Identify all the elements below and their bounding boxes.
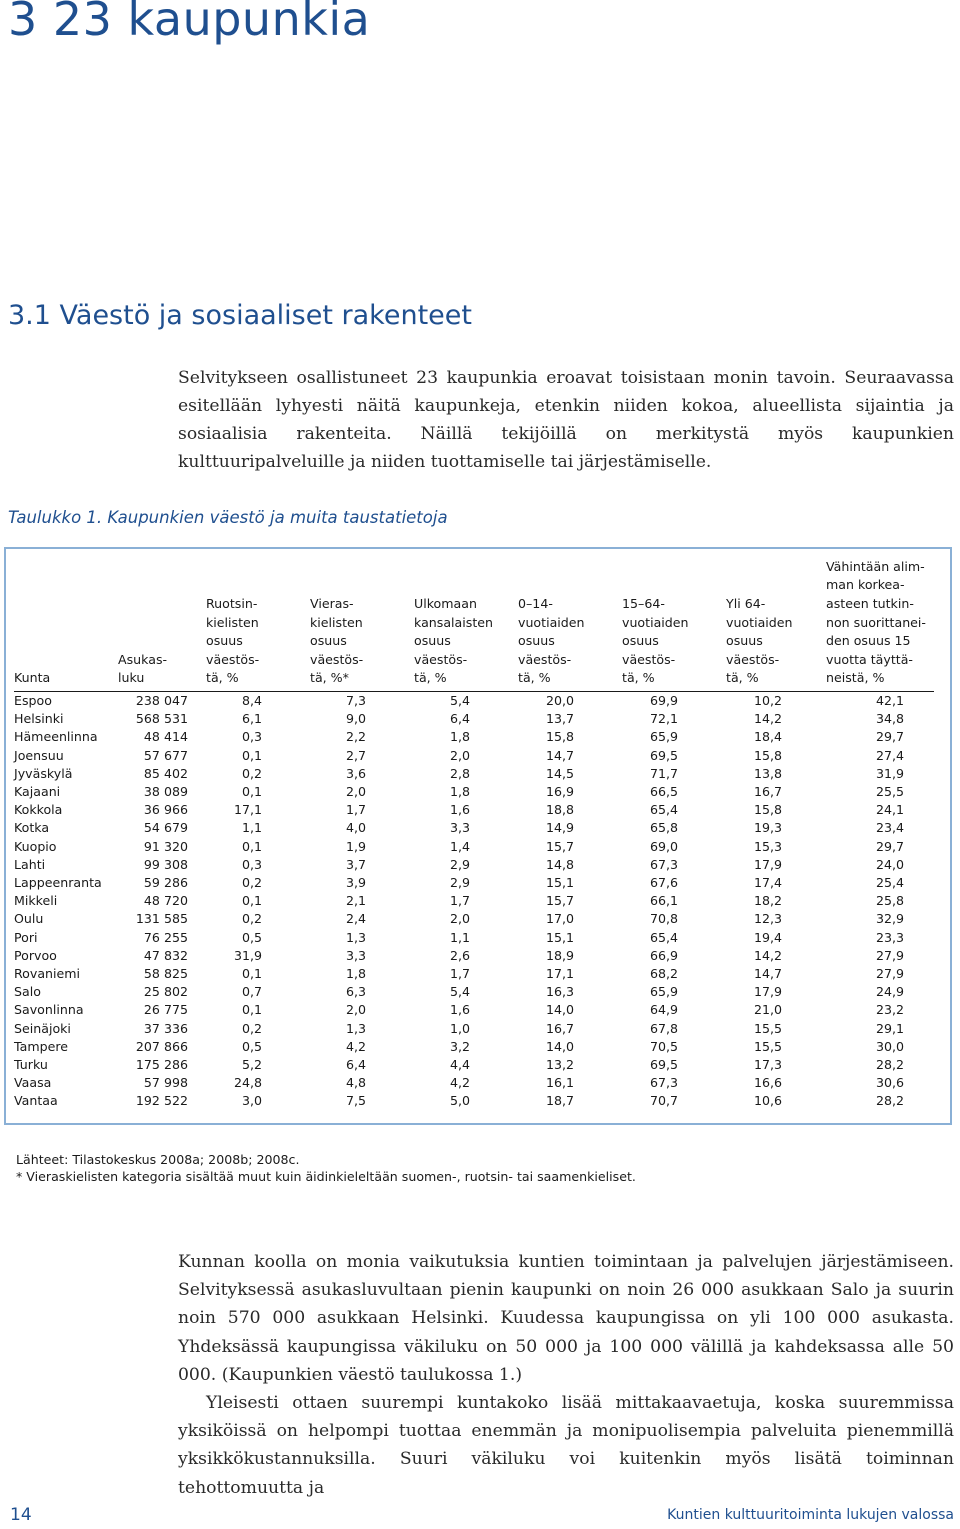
cell-value: 76 255 xyxy=(143,929,188,945)
cell-value: 31,9 xyxy=(233,947,262,963)
column-header-2 xyxy=(188,556,292,692)
cell-value: 0,5 xyxy=(241,1038,262,1054)
cell-value: 5,4 xyxy=(449,693,470,708)
cell-value: 72,1 xyxy=(649,711,678,727)
cell-value: 15,1 xyxy=(545,929,574,945)
cell-value: 1,7 xyxy=(345,802,366,818)
cell-value: 70,5 xyxy=(649,1038,678,1054)
column-header-line: luku xyxy=(118,670,145,686)
cell-value: 15,5 xyxy=(753,1038,782,1054)
column-header-line: väestös- xyxy=(726,651,780,667)
column-header-line: non suorittanei- xyxy=(826,614,926,630)
column-header-line: tä, % xyxy=(206,670,239,686)
cell-value: 16,7 xyxy=(753,784,782,800)
cell-value: 17,1 xyxy=(545,966,574,982)
column-header-5 xyxy=(500,556,604,692)
cell-value: 14,2 xyxy=(753,711,782,727)
cell-value: 13,2 xyxy=(545,1057,574,1073)
cell-municipality: Kokkola xyxy=(14,802,63,818)
cell-municipality: Turku xyxy=(14,1057,48,1073)
cell-value: 0,7 xyxy=(241,984,262,1000)
cell-value: 14,2 xyxy=(753,947,782,963)
cell-value: 2,0 xyxy=(345,1002,366,1018)
cell-value: 13,8 xyxy=(753,765,782,781)
cell-municipality: Espoo xyxy=(14,693,52,708)
cell-value: 14,5 xyxy=(545,765,574,781)
table-row xyxy=(14,856,934,874)
cell-value: 2,1 xyxy=(345,893,366,909)
column-header-line: den osuus 15 xyxy=(826,633,911,649)
table-row xyxy=(14,801,934,819)
cell-value: 20,0 xyxy=(545,693,574,708)
cell-value: 19,3 xyxy=(753,820,782,836)
cell-value: 5,0 xyxy=(449,1093,470,1109)
sources-note: Lähteet: Tilastokeskus 2008a; 2008b; 2008c. xyxy=(16,1152,300,1167)
cell-value: 175 286 xyxy=(135,1057,188,1073)
cell-value: 70,8 xyxy=(649,911,678,927)
cell-value: 1,0 xyxy=(449,1020,470,1036)
column-header-line: osuus xyxy=(206,633,243,649)
cell-value: 25,4 xyxy=(875,875,904,891)
cell-value: 23,3 xyxy=(875,929,904,945)
cell-value: 69,5 xyxy=(649,747,678,763)
cell-value: 16,7 xyxy=(545,1020,574,1036)
cell-value: 36 966 xyxy=(143,802,188,818)
body-paragraph-2: Yleisesti ottaen suurempi kuntakoko lisää mittakaavaetuja, koska suuremmissa yksiköissä on helpompi tuottaa enemmän ja monipuolisempia palveluita pienemmillä yksikkökustannuksilla. Suuri väkiluku voi kuitenkin myös lisätä toiminnan tehottomuutta ja xyxy=(178,1393,954,1498)
cell-value: 14,7 xyxy=(545,747,574,763)
section-title: 3.1 Väestö ja sosiaaliset rakenteet xyxy=(8,300,472,331)
cell-value: 17,9 xyxy=(753,984,782,1000)
cell-value: 28,2 xyxy=(875,1093,904,1109)
cell-value: 42,1 xyxy=(875,693,904,708)
cell-value: 15,7 xyxy=(545,838,574,854)
cell-value: 4,8 xyxy=(345,1075,366,1091)
cell-value: 70,7 xyxy=(649,1093,678,1109)
column-header-line: man korkea- xyxy=(826,577,905,593)
cell-value: 48 720 xyxy=(143,893,188,909)
cell-value: 17,9 xyxy=(753,856,782,872)
cell-value: 0,2 xyxy=(241,875,262,891)
table-body xyxy=(14,692,934,1111)
cell-value: 1,8 xyxy=(345,966,366,982)
cell-municipality: Mikkeli xyxy=(14,893,58,909)
table-row xyxy=(14,692,934,711)
cell-value: 31,9 xyxy=(875,765,904,781)
cell-value: 64,9 xyxy=(649,1002,678,1018)
cell-value: 7,3 xyxy=(345,693,366,708)
column-header-line: vuotiaiden xyxy=(726,614,793,630)
cell-municipality: Hämeenlinna xyxy=(14,729,98,745)
cell-value: 5,2 xyxy=(241,1057,262,1073)
cell-value: 65,9 xyxy=(649,729,678,745)
cell-value: 5,4 xyxy=(449,984,470,1000)
column-header-line: Ruotsin- xyxy=(206,596,258,612)
cell-value: 16,3 xyxy=(545,984,574,1000)
table-row xyxy=(14,710,934,728)
cell-value: 17,0 xyxy=(545,911,574,927)
cell-value: 69,9 xyxy=(649,693,678,708)
cell-value: 24,0 xyxy=(875,856,904,872)
cell-value: 14,0 xyxy=(545,1002,574,1018)
column-header-line: vuotta täyttä- xyxy=(826,651,913,667)
table-row xyxy=(14,838,934,856)
table-row xyxy=(14,983,934,1001)
cell-value: 2,6 xyxy=(449,947,470,963)
column-header-6 xyxy=(604,556,708,692)
cell-value: 57 998 xyxy=(143,1075,188,1091)
cell-value: 3,9 xyxy=(345,875,366,891)
table-row xyxy=(14,1001,934,1019)
cell-value: 192 522 xyxy=(135,1093,188,1109)
cell-value: 8,4 xyxy=(241,693,262,708)
cell-municipality: Salo xyxy=(14,984,41,1000)
cell-value: 48 414 xyxy=(143,729,188,745)
table-row xyxy=(14,819,934,837)
cell-value: 38 089 xyxy=(143,784,188,800)
cell-value: 1,8 xyxy=(449,784,470,800)
column-header-line: Vähintään alim- xyxy=(826,558,925,574)
cell-value: 4,2 xyxy=(345,1038,366,1054)
cell-value: 15,8 xyxy=(753,747,782,763)
table-row xyxy=(14,747,934,765)
table-caption: Taulukko 1. Kaupunkien väestö ja muita taustatietoja xyxy=(8,508,448,527)
cell-value: 30,6 xyxy=(875,1075,904,1091)
population-table xyxy=(14,556,934,1111)
running-footer: Kuntien kulttuuritoiminta lukujen valossa xyxy=(667,1507,954,1523)
cell-value: 54 679 xyxy=(143,820,188,836)
cell-municipality: Joensuu xyxy=(14,747,64,763)
cell-value: 28,2 xyxy=(875,1057,904,1073)
cell-value: 0,2 xyxy=(241,1020,262,1036)
cell-municipality: Vaasa xyxy=(14,1075,52,1091)
cell-value: 37 336 xyxy=(143,1020,188,1036)
column-header-line: Vieras- xyxy=(310,596,354,612)
cell-value: 0,3 xyxy=(241,729,262,745)
column-header-line: kansalaisten xyxy=(414,614,493,630)
column-header-8 xyxy=(812,556,934,692)
cell-value: 2,9 xyxy=(449,875,470,891)
cell-value: 3,3 xyxy=(449,820,470,836)
column-header-line: osuus xyxy=(518,633,555,649)
cell-value: 17,4 xyxy=(753,875,782,891)
cell-value: 4,2 xyxy=(449,1075,470,1091)
cell-value: 1,6 xyxy=(449,802,470,818)
cell-value: 18,9 xyxy=(545,947,574,963)
cell-value: 1,6 xyxy=(449,1002,470,1018)
cell-municipality: Oulu xyxy=(14,911,44,927)
cell-value: 18,2 xyxy=(753,893,782,909)
cell-value: 3,7 xyxy=(345,856,366,872)
cell-value: 0,3 xyxy=(241,856,262,872)
cell-value: 0,1 xyxy=(241,747,262,763)
column-header-0 xyxy=(14,556,118,692)
column-header-line: väestös- xyxy=(310,651,364,667)
cell-value: 10,2 xyxy=(753,693,782,708)
cell-municipality: Helsinki xyxy=(14,711,64,727)
cell-value: 2,0 xyxy=(449,911,470,927)
column-header-line: väestös- xyxy=(206,651,260,667)
cell-value: 65,4 xyxy=(649,802,678,818)
cell-value: 3,3 xyxy=(345,947,366,963)
table-row xyxy=(14,783,934,801)
table-row xyxy=(14,728,934,746)
cell-value: 0,1 xyxy=(241,838,262,854)
cell-value: 15,5 xyxy=(753,1020,782,1036)
cell-value: 6,4 xyxy=(345,1057,366,1073)
cell-value: 85 402 xyxy=(143,765,188,781)
column-header-line: vuotiaiden xyxy=(518,614,585,630)
cell-value: 0,2 xyxy=(241,765,262,781)
cell-value: 34,8 xyxy=(875,711,904,727)
cell-value: 27,9 xyxy=(875,947,904,963)
cell-value: 71,7 xyxy=(649,765,678,781)
cell-value: 2,2 xyxy=(345,729,366,745)
cell-value: 131 585 xyxy=(135,911,188,927)
cell-value: 65,9 xyxy=(649,984,678,1000)
cell-value: 29,1 xyxy=(875,1020,904,1036)
column-header-line: Yli 64- xyxy=(726,596,766,612)
table-row xyxy=(14,947,934,965)
cell-municipality: Seinäjoki xyxy=(14,1020,71,1036)
cell-value: 207 866 xyxy=(135,1038,188,1054)
cell-value: 12,3 xyxy=(753,911,782,927)
cell-value: 14,7 xyxy=(753,966,782,982)
cell-value: 9,0 xyxy=(345,711,366,727)
cell-value: 18,4 xyxy=(753,729,782,745)
cell-value: 30,0 xyxy=(875,1038,904,1054)
column-header-line: osuus xyxy=(310,633,347,649)
table-notes xyxy=(16,1151,636,1185)
cell-value: 0,1 xyxy=(241,784,262,800)
cell-value: 2,0 xyxy=(449,747,470,763)
page-number: 14 xyxy=(10,1505,32,1525)
cell-value: 21,0 xyxy=(753,1002,782,1018)
cell-value: 32,9 xyxy=(875,911,904,927)
cell-municipality: Pori xyxy=(14,929,38,945)
cell-value: 238 047 xyxy=(135,693,188,708)
cell-value: 29,7 xyxy=(875,838,904,854)
cell-value: 26 775 xyxy=(143,1002,188,1018)
cell-value: 2,0 xyxy=(345,784,366,800)
table-row xyxy=(14,765,934,783)
cell-value: 24,1 xyxy=(875,802,904,818)
cell-value: 7,5 xyxy=(345,1093,366,1109)
cell-value: 3,6 xyxy=(345,765,366,781)
cell-municipality: Savonlinna xyxy=(14,1002,84,1018)
cell-value: 15,7 xyxy=(545,893,574,909)
cell-value: 1,3 xyxy=(345,929,366,945)
cell-value: 2,4 xyxy=(345,911,366,927)
column-header-line: väestös- xyxy=(414,651,468,667)
table-header-row xyxy=(14,556,934,692)
cell-value: 2,7 xyxy=(345,747,366,763)
column-header-line: osuus xyxy=(622,633,659,649)
cell-municipality: Lahti xyxy=(14,856,46,872)
column-header-line: kielisten xyxy=(310,614,363,630)
cell-value: 68,2 xyxy=(649,966,678,982)
cell-value: 6,4 xyxy=(449,711,470,727)
cell-value: 24,9 xyxy=(875,984,904,1000)
cell-municipality: Jyväskylä xyxy=(14,765,73,781)
column-header-line: kielisten xyxy=(206,614,259,630)
cell-value: 15,1 xyxy=(545,875,574,891)
column-header-line: tä, % xyxy=(518,670,551,686)
table-row xyxy=(14,1020,934,1038)
table-row xyxy=(14,929,934,947)
cell-value: 25,5 xyxy=(875,784,904,800)
cell-value: 67,3 xyxy=(649,1075,678,1091)
column-header-line: tä, % xyxy=(726,670,759,686)
table-row xyxy=(14,1074,934,1092)
cell-value: 16,6 xyxy=(753,1075,782,1091)
cell-municipality: Porvoo xyxy=(14,947,57,963)
column-header-line: tä, %* xyxy=(310,670,349,686)
column-header-3 xyxy=(292,556,396,692)
cell-value: 2,9 xyxy=(449,856,470,872)
cell-value: 18,7 xyxy=(545,1093,574,1109)
cell-value: 15,8 xyxy=(545,729,574,745)
cell-municipality: Vantaa xyxy=(14,1093,58,1109)
cell-value: 14,0 xyxy=(545,1038,574,1054)
cell-value: 0,1 xyxy=(241,893,262,909)
column-header-line: osuus xyxy=(726,633,763,649)
cell-value: 59 286 xyxy=(143,875,188,891)
cell-value: 67,3 xyxy=(649,856,678,872)
cell-value: 91 320 xyxy=(143,838,188,854)
cell-value: 17,3 xyxy=(753,1057,782,1073)
table-row xyxy=(14,1038,934,1056)
cell-value: 15,8 xyxy=(753,802,782,818)
cell-value: 57 677 xyxy=(143,747,188,763)
column-header-line: Asukas- xyxy=(118,651,168,667)
body-text xyxy=(178,1248,954,1502)
cell-value: 27,9 xyxy=(875,966,904,982)
cell-value: 3,0 xyxy=(241,1093,262,1109)
cell-value: 66,9 xyxy=(649,947,678,963)
cell-value: 2,8 xyxy=(449,765,470,781)
cell-value: 23,4 xyxy=(875,820,904,836)
cell-value: 67,8 xyxy=(649,1020,678,1036)
column-header-line: Ulkomaan xyxy=(414,596,477,612)
footnote: * Vieraskielisten kategoria sisältää muut kuin äidinkieleltään suomen-, ruotsin- tai saamenkieliset. xyxy=(16,1169,636,1184)
table-row xyxy=(14,965,934,983)
column-header-7 xyxy=(708,556,812,692)
cell-value: 4,4 xyxy=(449,1057,470,1073)
cell-value: 1,9 xyxy=(345,838,366,854)
cell-value: 1,1 xyxy=(449,929,470,945)
cell-value: 15,3 xyxy=(753,838,782,854)
cell-value: 13,7 xyxy=(545,711,574,727)
cell-value: 6,1 xyxy=(241,711,262,727)
column-header-4 xyxy=(396,556,500,692)
cell-value: 25,8 xyxy=(875,893,904,909)
column-header-line: 0–14- xyxy=(518,596,553,612)
cell-value: 66,5 xyxy=(649,784,678,800)
cell-value: 0,1 xyxy=(241,1002,262,1018)
column-header-line: osuus xyxy=(414,633,451,649)
cell-municipality: Lappeenranta xyxy=(14,875,102,891)
cell-value: 1,7 xyxy=(449,966,470,982)
table-row xyxy=(14,874,934,892)
cell-value: 99 308 xyxy=(143,856,188,872)
column-header-line: 15–64- xyxy=(622,596,665,612)
cell-value: 24,8 xyxy=(233,1075,262,1091)
cell-value: 23,2 xyxy=(875,1002,904,1018)
column-header-line: neistä, % xyxy=(826,670,885,686)
column-header-line: väestös- xyxy=(622,651,676,667)
column-header-1 xyxy=(118,556,188,692)
cell-value: 67,6 xyxy=(649,875,678,891)
column-header-line: vuotiaiden xyxy=(622,614,689,630)
cell-value: 17,1 xyxy=(233,802,262,818)
cell-value: 47 832 xyxy=(143,947,188,963)
chapter-title: 3 23 kaupunkia xyxy=(8,0,371,46)
cell-value: 25 802 xyxy=(143,984,188,1000)
table-row xyxy=(14,1056,934,1074)
table-row xyxy=(14,892,934,910)
intro-paragraph: Selvitykseen osallistuneet 23 kaupunkia eroavat toisistaan monin tavoin. Seuraavassa esitellään lyhyesti näitä kaupunkeja, etenkin niiden kokoa, alueellista sijaintia ja sosiaalisia rakenteita. Näillä tekijöillä on merkitystä myös kaupunkien kulttuuripalveluille ja niiden tuottamiselle tai järjestämiselle. xyxy=(178,368,954,472)
table-row xyxy=(14,1092,934,1110)
cell-value: 14,8 xyxy=(545,856,574,872)
cell-value: 1,8 xyxy=(449,729,470,745)
cell-municipality: Rovaniemi xyxy=(14,966,81,982)
column-header-line: Kunta xyxy=(14,670,51,686)
cell-value: 65,8 xyxy=(649,820,678,836)
cell-value: 65,4 xyxy=(649,929,678,945)
body-paragraph-1: Kunnan koolla on monia vaikutuksia kuntien toimintaan ja palvelujen järjestämiseen. Selvityksessä asukasluvultaan pienin kaupunki on noin 26 000 asukkaan Salo ja suurin noin 570 000 asukkaan Helsinki. Kuudessa kaupungissa on yli 100 000 asukasta. Yhdeksässä kaupungissa väkiluku on 50 000 ja 100 000 välillä ja kahdeksassa alle 50 000. (Kaupunkien väestö taulukossa 1.) xyxy=(178,1252,954,1385)
cell-value: 1,3 xyxy=(345,1020,366,1036)
column-header-line: väestös- xyxy=(518,651,572,667)
cell-municipality: Tampere xyxy=(14,1038,68,1054)
cell-value: 14,9 xyxy=(545,820,574,836)
cell-municipality: Kuopio xyxy=(14,838,57,854)
cell-value: 66,1 xyxy=(649,893,678,909)
cell-value: 3,2 xyxy=(449,1038,470,1054)
cell-value: 1,1 xyxy=(241,820,262,836)
cell-municipality: Kotka xyxy=(14,820,50,836)
cell-value: 27,4 xyxy=(875,747,904,763)
cell-value: 58 825 xyxy=(143,966,188,982)
cell-value: 1,4 xyxy=(449,838,470,854)
table-row xyxy=(14,910,934,928)
cell-value: 568 531 xyxy=(135,711,188,727)
cell-value: 0,5 xyxy=(241,929,262,945)
cell-value: 16,9 xyxy=(545,784,574,800)
cell-value: 0,2 xyxy=(241,911,262,927)
cell-municipality: Kajaani xyxy=(14,784,61,800)
cell-value: 29,7 xyxy=(875,729,904,745)
column-header-line: asteen tutkin- xyxy=(826,596,914,612)
cell-value: 6,3 xyxy=(345,984,366,1000)
column-header-line: tä, % xyxy=(622,670,655,686)
cell-value: 1,7 xyxy=(449,893,470,909)
cell-value: 18,8 xyxy=(545,802,574,818)
cell-value: 69,5 xyxy=(649,1057,678,1073)
cell-value: 16,1 xyxy=(545,1075,574,1091)
cell-value: 4,0 xyxy=(345,820,366,836)
column-header-line: tä, % xyxy=(414,670,447,686)
cell-value: 69,0 xyxy=(649,838,678,854)
cell-value: 19,4 xyxy=(753,929,782,945)
cell-value: 10,6 xyxy=(753,1093,782,1109)
cell-value: 0,1 xyxy=(241,966,262,982)
